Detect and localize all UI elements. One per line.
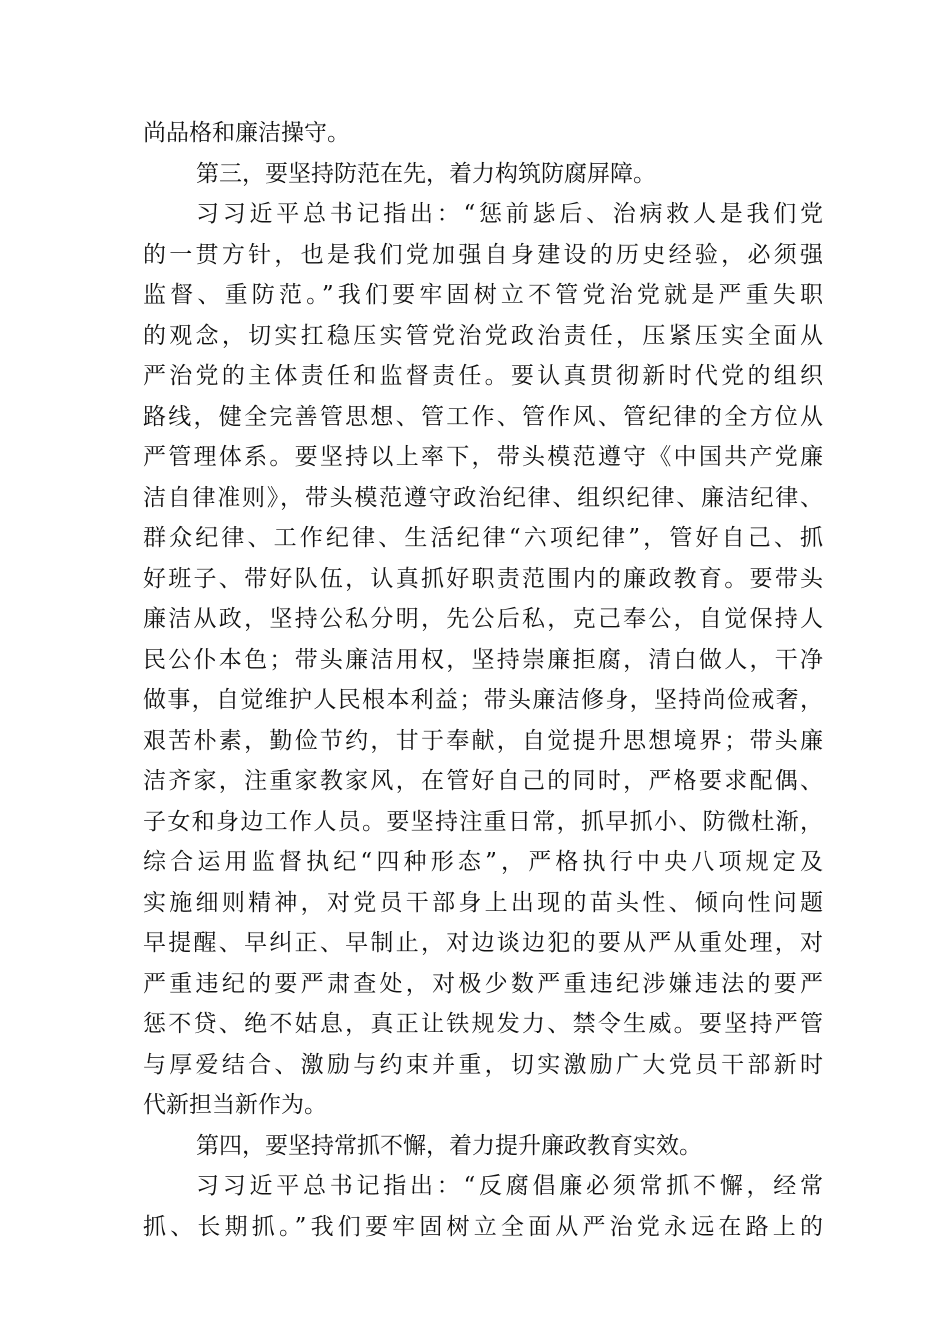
text-line: 严重违纪的要严肃查处，对极少数严重违纪涉嫌违法的要严: [143, 970, 823, 997]
text-line: 实施细则精神，对党员干部身上出现的苗头性、倾向性问题: [143, 889, 823, 916]
text-line: 的观念，切实扛稳压实管党治党政治责任，压紧压实全面从: [143, 322, 823, 349]
body-text: [143, 113, 823, 1247]
text-line: 抓、长期抓。”我们要牢固树立全面从严治党永远在路上的: [143, 1213, 823, 1240]
text-line: 子女和身边工作人员。要坚持注重日常，抓早抓小、防微杜渐，: [143, 808, 823, 835]
text-line: 习习近平总书记指出：“惩前毖后、治病救人是我们党: [196, 201, 823, 227]
text-line: 群众纪律、工作纪律、生活纪律“六项纪律”，管好自己、抓: [143, 525, 823, 551]
section-heading-3: 第三，要坚持防范在先，着力构筑防腐屏障。: [196, 160, 656, 187]
text-line: 代新担当新作为。: [143, 1092, 327, 1118]
text-line: 严治党的主体责任和监督责任。要认真贯彻新时代党的组织: [143, 363, 823, 389]
section-heading-4: 第四，要坚持常抓不懈，着力提升廉政教育实效。: [196, 1132, 702, 1159]
text-line: 与厚爱结合、激励与约束并重，切实激励广大党员干部新时: [143, 1051, 823, 1078]
text-line: 艰苦朴素，勤俭节约，甘于奉献，自觉提升思想境界；带头廉: [143, 727, 823, 754]
text-line: 尚品格和廉洁操守。: [143, 120, 350, 146]
text-line: 的一贯方针，也是我们党加强自身建设的历史经验，必须强: [143, 241, 823, 268]
text-line: 廉洁从政，坚持公私分明，先公后私，克己奉公，自觉保持人: [143, 606, 823, 632]
text-line: 路线，健全完善管思想、管工作、管作风、管纪律的全方位从: [143, 403, 823, 430]
text-line: 早提醒、早纠正、早制止，对边谈边犯的要从严从重处理，对: [143, 930, 823, 956]
text-line: 洁自律准则》，带头模范遵守政治纪律、组织纪律、廉洁纪律、: [143, 484, 823, 511]
text-line: 严管理体系。要坚持以上率下，带头模范遵守《中国共产党廉: [143, 444, 823, 470]
text-line: 习习近平总书记指出：“反腐倡廉必须常抓不懈，经常: [196, 1173, 823, 1199]
text-line: 民公仆本色；带头廉洁用权，坚持崇廉拒腐，清白做人，干净: [143, 646, 823, 673]
text-line: 洁齐家，注重家教家风，在管好自己的同时，严格要求配偶、: [143, 768, 823, 794]
text-line: 好班子、带好队伍，认真抓好职责范围内的廉政教育。要带头: [143, 565, 823, 592]
text-line: 综合运用监督执纪“四种形态”，严格执行中央八项规定及: [143, 849, 823, 875]
text-line: 监督、重防范。”我们要牢固树立不管党治党就是严重失职: [143, 282, 823, 308]
text-line: 惩不贷、绝不姑息，真正让铁规发力、禁令生威。要坚持严管: [143, 1011, 823, 1037]
text-line: 做事，自觉维护人民根本利益；带头廉洁修身，坚持尚俭戒奢，: [143, 687, 823, 713]
